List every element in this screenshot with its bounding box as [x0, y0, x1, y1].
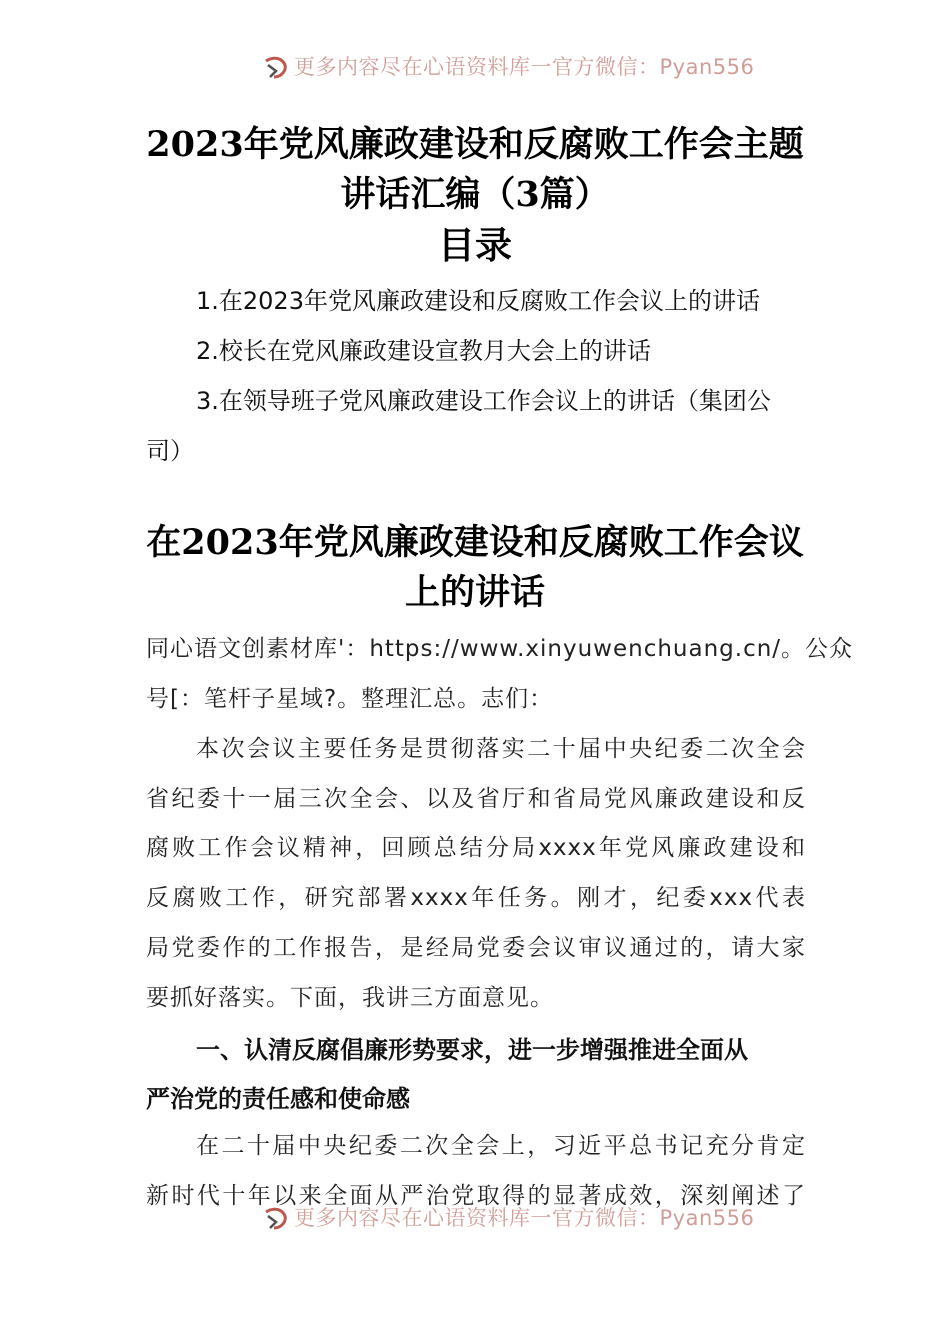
toc-item-1[interactable]: 1.在2023年党风廉政建设和反腐败工作会议上的讲话 [196, 287, 760, 315]
watermark-bottom [262, 1207, 782, 1231]
document-title-line-2: 讲话汇编（3篇） [340, 174, 610, 215]
paragraph-line: 反腐败工作，研究部署xxxx年任务。刚才，纪委xxx代表 [146, 885, 806, 911]
watermark-top [262, 56, 782, 80]
paragraph-line: 省纪委十一届三次全会、以及省厅和省局党风廉政建设和反 [146, 786, 806, 812]
logo-icon [262, 56, 290, 80]
watermark-text: 更多内容尽在心语资料库一官方微信：Pyan556 [294, 56, 755, 79]
paragraph-line: 局党委作的工作报告，是经局党委会议审议通过的，请大家 [146, 935, 806, 961]
toc-item-3[interactable]: 3.在领导班子党风廉政建设工作会议上的讲话（集团公 [196, 387, 771, 415]
paragraph-line: 本次会议主要任务是贯彻落实二十届中央纪委二次全会 [196, 736, 806, 762]
speech-title-line-2: 上的讲话 [404, 572, 545, 613]
paragraph-line: 号[：笔杆子星域?。整理汇总。志们： [146, 686, 554, 712]
watermark-text: 更多内容尽在心语资料库一官方微信：Pyan556 [294, 1207, 755, 1230]
paragraph-line: 在二十届中央纪委二次全会上，习近平总书记充分肯定 [196, 1133, 806, 1159]
speech-title-line-1: 在2023年党风廉政建设和反腐败工作会议 [146, 522, 804, 563]
toc-item-3-continuation[interactable]: 司） [146, 437, 194, 465]
logo-icon [262, 1207, 290, 1231]
paragraph-line: 腐败工作会议精神，回顾总结分局xxxx年党风廉政建设和 [146, 835, 806, 861]
toc-heading: 目录 [438, 223, 512, 267]
paragraph-line: 新时代十年以来全面从严治党取得的显著成效，深刻阐述了 [146, 1183, 806, 1209]
toc-item-2[interactable]: 2.校长在党风廉政建设宣教月大会上的讲话 [196, 337, 651, 365]
document-title-line-1: 2023年党风廉政建设和反腐败工作会主题 [146, 124, 804, 165]
paragraph-line: 要抓好落实。下面，我讲三方面意见。 [146, 985, 554, 1011]
section-heading-line-1: 一、认清反腐倡廉形势要求，进一步增强推进全面从 [196, 1036, 748, 1064]
paragraph-line: 同心语文创素材库'：https://www.xinyuwenchuang.cn/。公众 [146, 636, 854, 662]
section-heading-line-2: 严治党的责任感和使命感 [146, 1085, 410, 1113]
